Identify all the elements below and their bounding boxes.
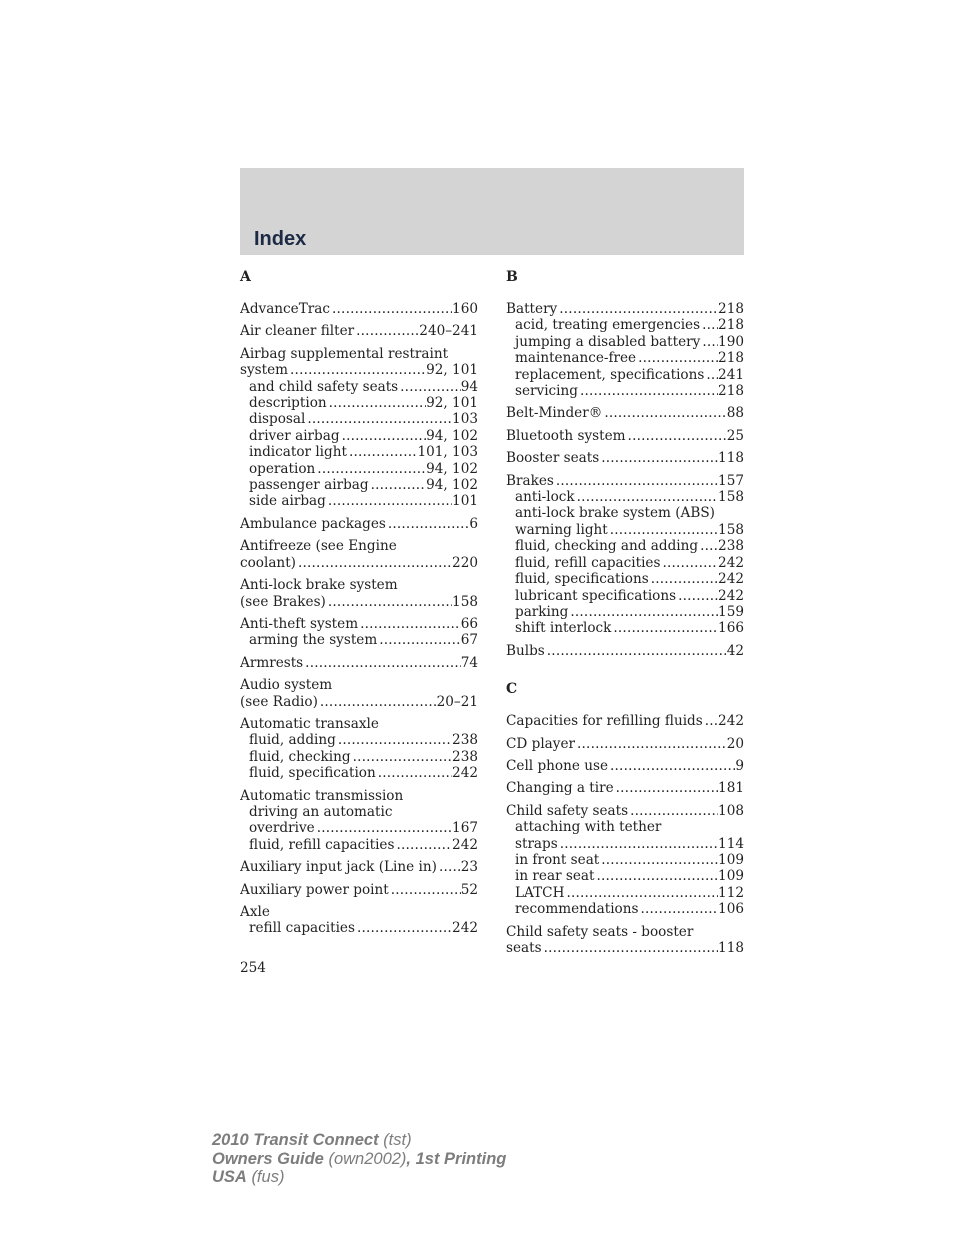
- index-page-ref: 238: [452, 732, 478, 749]
- dot-leader: [394, 837, 452, 853]
- dot-leader: [638, 901, 718, 917]
- index-entry: [506, 301, 744, 399]
- index-page-ref: 20–21: [436, 693, 478, 710]
- index-page-ref: 6: [469, 515, 478, 532]
- index-term: CD player: [506, 735, 575, 752]
- footer-line-3: USA (fus): [212, 1168, 285, 1186]
- dot-leader: [351, 749, 452, 765]
- index-entry-line: [240, 716, 478, 732]
- index-entry-line: [240, 904, 478, 920]
- index-term: anti-lock: [515, 489, 575, 506]
- index-term: Ambulance packages: [240, 515, 386, 532]
- index-subentry-line: [240, 411, 478, 427]
- index-page-ref: 103: [452, 411, 478, 428]
- index-term: and child safety seats: [249, 378, 399, 395]
- index-term: fluid, checking and adding: [515, 538, 699, 555]
- index-term: description: [249, 395, 327, 412]
- index-term: AdvanceTrac: [240, 301, 330, 317]
- index-entry-line: [506, 713, 744, 729]
- index-entry-line: [240, 859, 478, 875]
- index-entry: [240, 516, 478, 532]
- index-term: passenger airbag: [249, 477, 369, 494]
- index-entry: [506, 450, 744, 466]
- index-entry: [506, 713, 744, 729]
- index-term: Capacities for refilling fluids: [506, 713, 703, 730]
- index-term: replacement, specifications: [515, 366, 705, 383]
- index-page-ref: 101, 103: [417, 444, 478, 461]
- index-term: Changing a tire: [506, 780, 614, 797]
- index-term: fluid, adding: [249, 732, 336, 749]
- dot-leader: [557, 301, 718, 317]
- dot-leader: [336, 732, 452, 748]
- dot-leader: [614, 780, 718, 796]
- index-entry-line: [240, 655, 478, 671]
- dot-leader: [315, 461, 426, 477]
- index-page-ref: 160: [452, 301, 478, 317]
- dot-leader: [704, 367, 718, 383]
- index-subentry-line: [240, 749, 478, 765]
- index-entry-line: [240, 788, 478, 804]
- index-term: straps: [515, 835, 558, 852]
- index-page-ref: 218: [718, 317, 744, 334]
- index-entry: [240, 616, 478, 649]
- index-term: Air cleaner filter: [240, 323, 355, 340]
- index-subentry-line: [506, 367, 744, 383]
- index-term: Bluetooth system: [506, 427, 626, 444]
- index-page-ref: 158: [452, 593, 478, 610]
- index-term: Anti-theft system: [240, 615, 359, 632]
- dot-leader: [608, 522, 718, 538]
- index-term: refill capacities: [249, 920, 355, 937]
- index-subentry-line: [506, 538, 744, 554]
- index-page-ref: 157: [718, 472, 744, 489]
- dot-leader: [602, 405, 726, 421]
- index-entry-line: [240, 577, 478, 593]
- dot-leader: [649, 571, 718, 587]
- index-term: Armrests: [240, 654, 304, 671]
- index-header-band: [240, 168, 744, 255]
- dot-leader: [305, 411, 452, 427]
- dot-leader: [315, 820, 452, 836]
- index-page-ref: 220: [452, 554, 478, 571]
- index-entry-line: [240, 516, 478, 532]
- index-page-ref: 9: [735, 757, 744, 774]
- index-term: in rear seat: [515, 868, 595, 885]
- index-subentry-line: [506, 620, 744, 636]
- index-term: anti-lock brake system (ABS): [515, 505, 715, 522]
- index-term: disposal: [249, 411, 306, 428]
- index-entry: [506, 924, 744, 957]
- index-subentry-line: [240, 732, 478, 748]
- index-page-ref: 218: [718, 350, 744, 367]
- index-term: shift interlock: [515, 620, 612, 637]
- index-term: Booster seats: [506, 450, 600, 467]
- index-entry: [240, 788, 478, 854]
- index-page-ref: 42: [726, 642, 744, 659]
- index-term: Auxiliary power point: [240, 881, 389, 898]
- index-entry-line: [506, 758, 744, 774]
- index-entry: [506, 758, 744, 774]
- dot-leader: [386, 516, 470, 532]
- index-subentry-line: [506, 901, 744, 917]
- index-entry-line: [506, 428, 744, 444]
- section-letter: B: [506, 269, 518, 285]
- index-term: (see Radio): [240, 693, 318, 710]
- dot-leader: [545, 643, 727, 659]
- index-term: maintenance-free: [515, 350, 637, 367]
- index-page-ref: 66: [460, 615, 478, 632]
- index-entry: [506, 643, 744, 659]
- index-subentry-line: [240, 920, 478, 936]
- index-term: Battery: [506, 301, 558, 317]
- index-page-ref: 190: [718, 333, 744, 350]
- index-term: LATCH: [515, 884, 565, 901]
- index-term: Brakes: [506, 472, 554, 489]
- index-page-ref: 218: [718, 383, 744, 400]
- index-page-ref: 23: [460, 859, 478, 876]
- index-term: parking: [515, 603, 569, 620]
- index-entry-line: [240, 555, 478, 571]
- dot-leader: [568, 604, 718, 620]
- index-subentry-line: [506, 819, 744, 835]
- index-entry-line: [240, 346, 478, 362]
- index-term: Anti-lock brake system: [240, 577, 398, 594]
- dot-leader: [369, 477, 427, 493]
- dot-leader: [318, 694, 437, 710]
- index-entry: [506, 405, 744, 421]
- index-page-ref: 106: [718, 901, 744, 918]
- index-entry: [240, 859, 478, 875]
- index-entry-line: [240, 301, 478, 317]
- dot-leader: [389, 882, 461, 898]
- index-term: Child safety seats: [506, 802, 629, 819]
- index-entry: [240, 677, 478, 710]
- index-subentry-line: [506, 383, 744, 399]
- dot-leader: [330, 301, 452, 317]
- index-page-ref: 166: [718, 620, 744, 637]
- dot-leader: [376, 765, 452, 781]
- index-term: driving an automatic: [249, 803, 393, 820]
- index-page-ref: 167: [452, 820, 478, 837]
- index-term: fluid, checking: [249, 748, 351, 765]
- index-entry-line: [240, 594, 478, 610]
- index-entry: [240, 882, 478, 898]
- index-entry: [240, 323, 478, 339]
- index-page-ref: 238: [718, 538, 744, 555]
- index-entry: [240, 346, 478, 510]
- index-subentry-line: [506, 489, 744, 505]
- dot-leader: [575, 736, 727, 752]
- index-term: Child safety seats - booster: [506, 923, 694, 940]
- index-page-ref: 159: [718, 603, 744, 620]
- footer-line-2: Owners Guide (own2002), 1st Printing: [212, 1149, 507, 1168]
- index-page-ref: 94: [460, 378, 478, 395]
- index-subentry-line: [240, 444, 478, 460]
- index-subentry-line: [240, 461, 478, 477]
- index-term: driver airbag: [249, 427, 340, 444]
- index-term: fluid, specifications: [515, 571, 649, 588]
- index-subentry-line: [240, 395, 478, 411]
- index-subentry-line: [240, 477, 478, 493]
- section-letter: A: [240, 269, 251, 285]
- index-subentry-line: [240, 428, 478, 444]
- index-subentry-line: [506, 350, 744, 366]
- index-page-ref: 242: [452, 920, 478, 937]
- dot-leader: [660, 555, 718, 571]
- dot-leader: [703, 713, 718, 729]
- index-subentry-line: [506, 852, 744, 868]
- index-page-ref: 242: [718, 587, 744, 604]
- index-term: Belt-Minder®: [506, 405, 603, 422]
- index-subentry-line: [506, 588, 744, 604]
- dot-leader: [347, 444, 418, 460]
- dot-leader: [326, 594, 452, 610]
- dot-leader: [554, 473, 718, 489]
- index-entry: [240, 904, 478, 937]
- index-entry: [506, 473, 744, 637]
- index-subentry-line: [506, 317, 744, 333]
- index-page-ref: 109: [718, 868, 744, 885]
- index-entry: [506, 736, 744, 752]
- index-entry-line: [506, 803, 744, 819]
- index-page-ref: 52: [460, 881, 478, 898]
- index-entry-line: [506, 924, 744, 940]
- index-term: coolant): [240, 554, 296, 571]
- index-subentry-line: [506, 836, 744, 852]
- dot-leader: [354, 323, 419, 339]
- index-entry-line: [506, 780, 744, 796]
- dot-leader: [628, 803, 718, 819]
- index-page-ref: 242: [718, 713, 744, 730]
- index-subentry-line: [240, 765, 478, 781]
- index-subentry-line: [506, 868, 744, 884]
- index-subentry-line: [240, 632, 478, 648]
- index-page-ref: 158: [718, 489, 744, 506]
- index-entry: [240, 538, 478, 571]
- dot-leader: [296, 555, 452, 571]
- dot-leader: [377, 632, 460, 648]
- index-subentry-line: [506, 571, 744, 587]
- index-term: jumping a disabled battery: [515, 333, 701, 350]
- index-page-ref: 218: [718, 301, 744, 317]
- index-entry-line: [506, 736, 744, 752]
- index-page-ref: 238: [452, 748, 478, 765]
- index-term: lubricant specifications: [515, 587, 677, 604]
- index-page-ref: 242: [452, 765, 478, 782]
- dot-leader: [611, 620, 718, 636]
- index-column-left: [240, 265, 478, 943]
- index-subentry-line: [240, 493, 478, 509]
- index-entry-line: [240, 694, 478, 710]
- index-page-ref: 25: [726, 427, 744, 444]
- index-term: acid, treating emergencies: [515, 317, 701, 334]
- index-subentry-line: [240, 379, 478, 395]
- dot-leader: [575, 489, 718, 505]
- index-term: Automatic transaxle: [240, 715, 379, 732]
- index-entry: [506, 428, 744, 444]
- index-page-ref: 114: [718, 835, 744, 852]
- index-subentry-line: [506, 604, 744, 620]
- index-page-ref: 242: [452, 836, 478, 853]
- index-page-ref: 101: [452, 493, 478, 510]
- footer-line-1: 2010 Transit Connect (tst): [212, 1131, 412, 1149]
- index-subentry-line: [240, 804, 478, 820]
- index-page-ref: 112: [718, 884, 744, 901]
- index-page-ref: 108: [718, 802, 744, 819]
- page-number: 254: [240, 960, 266, 976]
- index-column-right: [506, 265, 744, 962]
- index-entry-line: [506, 301, 744, 317]
- document-footer: [212, 1131, 506, 1187]
- index-page-ref: 109: [718, 851, 744, 868]
- index-subentry-line: [506, 505, 744, 521]
- index-entry-line: [506, 940, 744, 956]
- index-subentry-line: [240, 820, 478, 836]
- dot-leader: [558, 836, 718, 852]
- dot-leader: [599, 450, 718, 466]
- section-letter: C: [506, 681, 518, 698]
- index-entry-line: [240, 323, 478, 339]
- index-entry: [506, 780, 744, 796]
- dot-leader: [578, 383, 718, 399]
- index-entry-line: [240, 882, 478, 898]
- index-term: operation: [249, 460, 316, 477]
- index-term: (see Brakes): [240, 593, 326, 610]
- index-entry-line: [240, 538, 478, 554]
- index-page-ref: 67: [460, 632, 478, 649]
- dot-leader: [398, 379, 461, 395]
- index-page-ref: 88: [726, 405, 744, 422]
- index-page-ref: 118: [718, 450, 744, 467]
- index-entry-line: [240, 362, 478, 378]
- dot-leader: [564, 885, 718, 901]
- dot-leader: [340, 428, 427, 444]
- index-page-ref: 241: [718, 366, 744, 383]
- dot-leader: [355, 920, 452, 936]
- index-subentry-line: [506, 885, 744, 901]
- dot-leader: [303, 655, 461, 671]
- dot-leader: [676, 588, 718, 604]
- index-term: arming the system: [249, 632, 378, 649]
- index-entry-line: [506, 643, 744, 659]
- dot-leader: [608, 758, 735, 774]
- page-title: Index: [254, 228, 307, 250]
- dot-leader: [288, 362, 426, 378]
- index-page-ref: 118: [718, 940, 744, 956]
- index-term: in front seat: [515, 851, 600, 868]
- index-term: Auxiliary input jack (Line in): [240, 859, 437, 876]
- index-term: Axle: [240, 904, 270, 920]
- dot-leader: [327, 395, 426, 411]
- index-page-ref: 20: [726, 735, 744, 752]
- dot-leader: [358, 616, 461, 632]
- index-term: attaching with tether: [515, 819, 662, 836]
- index-page-ref: 242: [718, 554, 744, 571]
- dot-leader: [326, 493, 452, 509]
- index-entry: [240, 577, 478, 610]
- index-subentry-line: [506, 522, 744, 538]
- index-term: recommendations: [515, 901, 639, 918]
- index-entry-line: [240, 677, 478, 693]
- dot-leader: [626, 428, 727, 444]
- index-term: fluid, refill capacities: [515, 554, 661, 571]
- index-page-ref: 74: [460, 654, 478, 671]
- dot-leader: [599, 852, 718, 868]
- index-term: indicator light: [249, 444, 347, 461]
- index-term: fluid, refill capacities: [249, 836, 395, 853]
- dot-leader: [437, 859, 461, 875]
- index-term: side airbag: [249, 493, 326, 510]
- index-page-ref: 94, 102: [426, 460, 478, 477]
- index-entry-line: [506, 473, 744, 489]
- index-subentry-line: [506, 334, 744, 350]
- index-page-ref: 158: [718, 521, 744, 538]
- index-term: Antifreeze (see Engine: [240, 538, 397, 555]
- index-page-ref: 92, 101: [426, 395, 478, 412]
- index-page-ref: 242: [718, 571, 744, 588]
- dot-leader: [594, 868, 718, 884]
- dot-leader: [698, 538, 718, 554]
- dot-leader: [636, 350, 718, 366]
- index-term: Airbag supplemental restraint: [240, 345, 449, 362]
- index-term: servicing: [515, 383, 578, 400]
- index-entry-line: [506, 405, 744, 421]
- dot-leader: [542, 940, 718, 956]
- index-page-ref: 181: [718, 780, 744, 797]
- index-page-ref: 94, 102: [426, 477, 478, 494]
- index-term: Bulbs: [506, 642, 545, 659]
- index-page-ref: 240–241: [419, 323, 478, 340]
- index-term: warning light: [515, 521, 608, 538]
- dot-leader: [700, 334, 718, 350]
- index-entry-line: [506, 450, 744, 466]
- index-page-ref: 92, 101: [426, 362, 478, 379]
- index-entry: [506, 803, 744, 918]
- index-entry: [240, 716, 478, 782]
- index-entry: [240, 655, 478, 671]
- index-term: Audio system: [240, 677, 333, 694]
- index-subentry-line: [240, 837, 478, 853]
- index-term: system: [240, 362, 289, 379]
- index-term: seats: [506, 940, 542, 956]
- index-term: fluid, specification: [249, 765, 376, 782]
- index-term: overdrive: [249, 820, 315, 837]
- dot-leader: [700, 317, 718, 333]
- index-entry: [240, 301, 478, 317]
- index-term: Automatic transmission: [240, 787, 404, 804]
- index-term: Cell phone use: [506, 757, 608, 774]
- index-subentry-line: [506, 555, 744, 571]
- index-page-ref: 94, 102: [426, 427, 478, 444]
- index-entry-line: [240, 616, 478, 632]
